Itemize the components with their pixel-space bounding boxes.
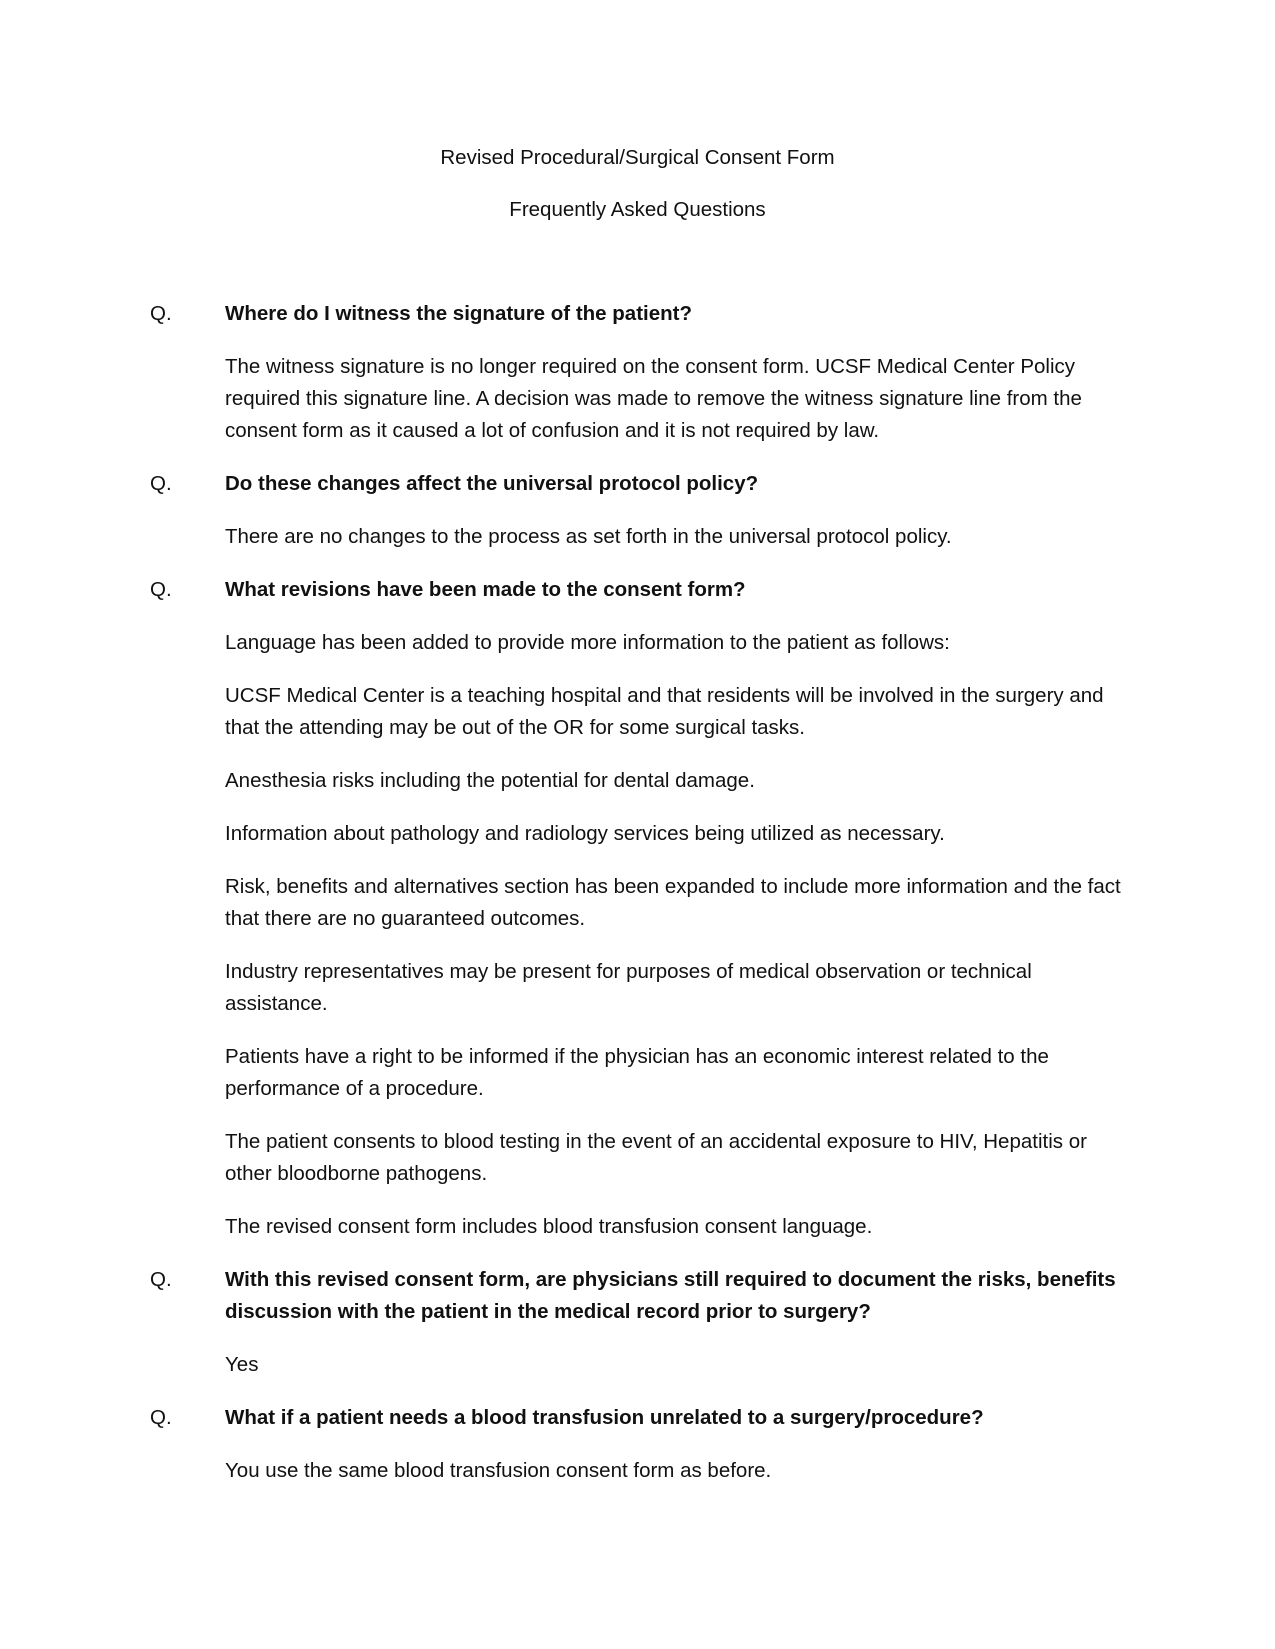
answer-paragraph: Language has been added to provide more information to the patient as follows: <box>225 631 950 654</box>
document-subtitle: Frequently Asked Questions <box>509 198 766 221</box>
answer-paragraph: Risk, benefits and alternatives section has been expanded to include more information and the fact that there are no guaranteed outcomes. <box>225 875 1121 930</box>
answer-block <box>225 1349 1125 1381</box>
question-text: What if a patient needs a blood transfusion unrelated to a surgery/procedure? <box>225 1406 984 1429</box>
faq-item <box>0 1402 1275 1487</box>
question-row <box>0 1264 1275 1328</box>
question-text: With this revised consent form, are physicians still required to document the risks, benefits discussion with the patient in the medical record prior to surgery? <box>225 1268 1116 1323</box>
answer-block <box>225 627 1125 1243</box>
answer-paragraph: Yes <box>225 1353 259 1376</box>
faq-list <box>0 298 1275 1487</box>
answer-paragraph: Information about pathology and radiology services being utilized as necessary. <box>225 822 945 845</box>
question-row <box>0 574 1275 606</box>
answer-paragraph: Patients have a right to be informed if the physician has an economic interest related to the performance of a procedure. <box>225 1045 1049 1100</box>
answer-paragraph: The witness signature is no longer required on the consent form. UCSF Medical Center Policy required this signature line. A decision was made to remove the witness signature line from the consent form as it caused a lot of confusion and it is not required by law. <box>225 355 1082 442</box>
faq-item <box>0 574 1275 1243</box>
answer-paragraph: The patient consents to blood testing in the event of an accidental exposure to HIV, Hepatitis or other bloodborne pathogens. <box>225 1130 1087 1185</box>
question-marker: Q. <box>150 1406 172 1429</box>
answer-paragraph: The revised consent form includes blood transfusion consent language. <box>225 1215 873 1238</box>
question-marker: Q. <box>150 578 172 601</box>
answer-block <box>225 521 1125 553</box>
question-row <box>0 1402 1275 1434</box>
answer-paragraph: Industry representatives may be present for purposes of medical observation or technical assistance. <box>225 960 1032 1015</box>
question-text: Where do I witness the signature of the patient? <box>225 302 692 325</box>
answer-paragraph: You use the same blood transfusion consent form as before. <box>225 1459 772 1482</box>
answer-paragraph: There are no changes to the process as set forth in the universal protocol policy. <box>225 525 952 548</box>
title-block <box>0 146 1275 222</box>
answer-block <box>225 351 1125 447</box>
answer-paragraph: Anesthesia risks including the potential for dental damage. <box>225 769 755 792</box>
question-text: Do these changes affect the universal protocol policy? <box>225 472 759 495</box>
document-title: Revised Procedural/Surgical Consent Form <box>440 146 835 169</box>
question-row <box>0 468 1275 500</box>
question-marker: Q. <box>150 472 172 495</box>
question-row <box>0 298 1275 330</box>
question-text: What revisions have been made to the consent form? <box>225 578 746 601</box>
faq-item <box>0 298 1275 447</box>
answer-block <box>225 1455 1125 1487</box>
faq-item <box>0 468 1275 553</box>
question-marker: Q. <box>150 302 172 325</box>
question-marker: Q. <box>150 1268 172 1291</box>
faq-item <box>0 1264 1275 1381</box>
answer-paragraph: UCSF Medical Center is a teaching hospital and that residents will be involved in the surgery and that the attending may be out of the OR for some surgical tasks. <box>225 684 1104 739</box>
